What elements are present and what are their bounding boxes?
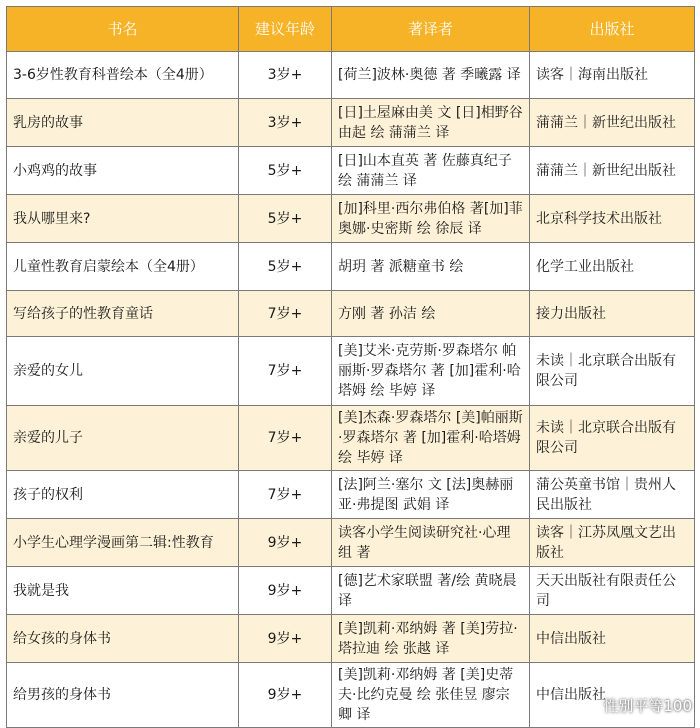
book-title: 小鸡鸡的故事 [7, 147, 239, 195]
book-authors: [美]艾米·克劳斯·罗森塔尔 帕丽斯·罗森塔尔 著 [加]霍利·哈塔姆 绘 毕婷 译 [332, 337, 530, 406]
watermark-text: 性别平等100 [603, 697, 692, 715]
book-age: 7岁+ [239, 337, 332, 406]
book-publisher: 蒲蒲兰｜新世纪出版社 [530, 99, 695, 147]
book-authors: [美]杰森·罗森塔尔 [美]帕丽斯·罗森塔尔 著 [加]霍利·哈塔姆 绘 毕婷 译 [332, 406, 530, 471]
table-row [7, 291, 695, 337]
table-row [7, 471, 695, 519]
table-row [7, 337, 695, 406]
table-row [7, 519, 695, 567]
book-authors: [日]土屋麻由美 文 [日]相野谷由起 绘 蒲蒲兰 译 [332, 99, 530, 147]
book-age: 9岁+ [239, 567, 332, 615]
table-row [7, 147, 695, 195]
book-title: 给女孩的身体书 [7, 615, 239, 663]
book-publisher: 未读｜北京联合出版有限公司 [530, 406, 695, 471]
book-publisher: 蒲公英童书馆｜贵州人民出版社 [530, 471, 695, 519]
table-row [7, 567, 695, 615]
book-publisher: 中信出版社 [530, 615, 695, 663]
table-row [7, 195, 695, 243]
book-authors: [德]艺术家联盟 著/绘 黄晓晨 译 [332, 567, 530, 615]
watermark [579, 695, 692, 716]
book-publisher: 天天出版社有限责任公司 [530, 567, 695, 615]
book-age: 9岁+ [239, 663, 332, 728]
book-title: 亲爱的儿子 [7, 406, 239, 471]
book-title: 孩子的权利 [7, 471, 239, 519]
book-authors: [美]凯莉·邓纳姆 著 [美]劳拉·塔拉迪 绘 张越 译 [332, 615, 530, 663]
book-age: 5岁+ [239, 147, 332, 195]
book-title: 小学生心理学漫画第二辑:性教育 [7, 519, 239, 567]
book-title: 我从哪里来? [7, 195, 239, 243]
book-authors: [法]阿兰·塞尔 文 [法]奥赫丽亚·弗提图 武娟 译 [332, 471, 530, 519]
book-publisher: 北京科学技术出版社 [530, 195, 695, 243]
header-authors: 著译者 [332, 7, 530, 52]
book-publisher: 中信出版社 [530, 663, 695, 728]
table-row [7, 99, 695, 147]
header-title: 书名 [7, 7, 239, 52]
book-publisher: 蒲蒲兰｜新世纪出版社 [530, 147, 695, 195]
header-publisher: 出版社 [530, 7, 695, 52]
table-header-row [7, 7, 695, 52]
header-age: 建议年龄 [239, 7, 332, 52]
book-age: 5岁+ [239, 243, 332, 291]
book-publisher: 化学工业出版社 [530, 243, 695, 291]
book-publisher: 读客｜海南出版社 [530, 52, 695, 99]
book-list-table [6, 6, 695, 728]
book-age: 9岁+ [239, 519, 332, 567]
book-age: 5岁+ [239, 195, 332, 243]
table-row [7, 615, 695, 663]
book-authors: [荷兰]波林·奥德 著 季曦露 译 [332, 52, 530, 99]
book-title: 写给孩子的性教育童话 [7, 291, 239, 337]
book-publisher: 未读｜北京联合出版有限公司 [530, 337, 695, 406]
book-age: 3岁+ [239, 52, 332, 99]
book-authors: [加]科里·西尔弗伯格 著[加]菲奥娜·史密斯 绘 徐辰 译 [332, 195, 530, 243]
book-authors: 方刚 著 孙洁 绘 [332, 291, 530, 337]
book-title: 乳房的故事 [7, 99, 239, 147]
book-age: 7岁+ [239, 291, 332, 337]
book-authors: 读客小学生阅读研究社·心理组 著 [332, 519, 530, 567]
table-row [7, 243, 695, 291]
wechat-icon [579, 698, 599, 714]
book-age: 7岁+ [239, 471, 332, 519]
book-authors: [美]凯莉·邓纳姆 著 [美]史蒂夫·比约克曼 绘 张佳昱 廖宗卿 译 [332, 663, 530, 728]
book-title: 儿童性教育启蒙绘本（全4册） [7, 243, 239, 291]
book-publisher: 接力出版社 [530, 291, 695, 337]
book-age: 9岁+ [239, 615, 332, 663]
book-title: 亲爱的女儿 [7, 337, 239, 406]
table-row [7, 52, 695, 99]
book-title: 给男孩的身体书 [7, 663, 239, 728]
book-publisher: 读客｜江苏凤凰文艺出版社 [530, 519, 695, 567]
book-age: 7岁+ [239, 406, 332, 471]
book-authors: [日]山本直英 著 佐藤真纪子 绘 蒲蒲兰 译 [332, 147, 530, 195]
book-title: 3-6岁性教育科普绘本（全4册） [7, 52, 239, 99]
book-age: 3岁+ [239, 99, 332, 147]
book-title: 我就是我 [7, 567, 239, 615]
table-row [7, 406, 695, 471]
book-authors: 胡玥 著 派糖童书 绘 [332, 243, 530, 291]
